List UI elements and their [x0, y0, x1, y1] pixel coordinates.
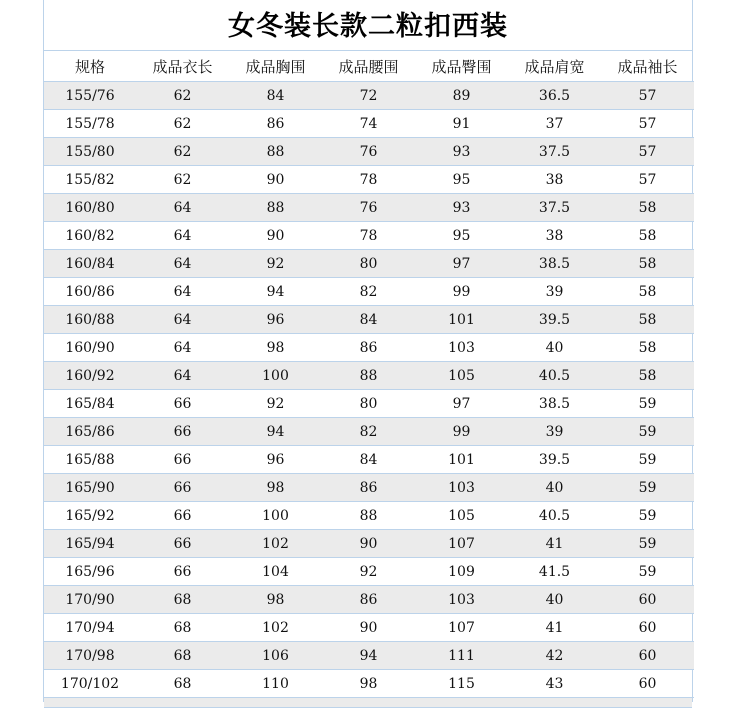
- cell-sleeve: 58: [601, 362, 694, 390]
- cell-sleeve: 59: [601, 502, 694, 530]
- cell-bust: 92: [229, 250, 322, 278]
- cell-waist: 82: [322, 278, 415, 306]
- cell-sleeve: 60: [601, 670, 694, 698]
- cell-spec: 165/96: [44, 558, 136, 586]
- cell-hip: 95: [415, 166, 508, 194]
- cell-waist: 86: [322, 474, 415, 502]
- cell-length: 64: [136, 194, 229, 222]
- cell-spec: 160/88: [44, 306, 136, 334]
- cell-bust: 88: [229, 138, 322, 166]
- header-sleeve: 成品袖长: [601, 51, 694, 82]
- cell-spec: 170/98: [44, 642, 136, 670]
- cell-hip: 103: [415, 474, 508, 502]
- cell-shoulder: 40: [508, 586, 601, 614]
- cell-hip: 105: [415, 362, 508, 390]
- cell-waist: 88: [322, 502, 415, 530]
- cell-sleeve: 57: [601, 82, 694, 110]
- cell-length: 68: [136, 670, 229, 698]
- cell-waist: 76: [322, 194, 415, 222]
- table-row: [44, 390, 694, 418]
- cell-sleeve: 59: [601, 446, 694, 474]
- header-hip: 成品臀围: [415, 51, 508, 82]
- cell-spec: 160/82: [44, 222, 136, 250]
- cell-length: 62: [136, 110, 229, 138]
- cell-length: 62: [136, 82, 229, 110]
- cell-shoulder: 40.5: [508, 502, 601, 530]
- table-row: [44, 670, 694, 698]
- cell-waist: 80: [322, 390, 415, 418]
- cell-sleeve: 60: [601, 642, 694, 670]
- cell-shoulder: 38: [508, 166, 601, 194]
- cell-length: 66: [136, 446, 229, 474]
- table-row: [44, 334, 694, 362]
- table-row: [44, 166, 694, 194]
- cell-length: 64: [136, 222, 229, 250]
- cell-hip: 91: [415, 110, 508, 138]
- header-spec: 规格: [44, 51, 136, 82]
- cell-hip: 103: [415, 586, 508, 614]
- table-row: [44, 82, 694, 110]
- cell-length: 62: [136, 138, 229, 166]
- cell-spec: 155/82: [44, 166, 136, 194]
- cell-waist: 88: [322, 362, 415, 390]
- table-row: [44, 558, 694, 586]
- cell-bust: 94: [229, 418, 322, 446]
- cell-waist: 92: [322, 558, 415, 586]
- cell-hip: 115: [415, 670, 508, 698]
- cell-shoulder: 37.5: [508, 194, 601, 222]
- cell-sleeve: 60: [601, 586, 694, 614]
- cell-spec: 170/90: [44, 586, 136, 614]
- cell-spec: 165/90: [44, 474, 136, 502]
- cell-hip: 99: [415, 278, 508, 306]
- table-row: [44, 614, 694, 642]
- cell-sleeve: 59: [601, 390, 694, 418]
- table-row: [44, 278, 694, 306]
- cell-shoulder: 41: [508, 530, 601, 558]
- cell-hip: 93: [415, 194, 508, 222]
- cell-waist: 76: [322, 138, 415, 166]
- cell-bust: 104: [229, 558, 322, 586]
- cell-spec: 160/80: [44, 194, 136, 222]
- cell-sleeve: 57: [601, 138, 694, 166]
- cell-shoulder: 36.5: [508, 82, 601, 110]
- cell-bust: 98: [229, 474, 322, 502]
- cell-shoulder: 39.5: [508, 306, 601, 334]
- cell-shoulder: 40: [508, 334, 601, 362]
- cell-bust: 110: [229, 670, 322, 698]
- cell-hip: 101: [415, 446, 508, 474]
- cell-shoulder: 41: [508, 614, 601, 642]
- cell-hip: 101: [415, 306, 508, 334]
- cell-length: 62: [136, 166, 229, 194]
- cell-shoulder: 39: [508, 278, 601, 306]
- cell-length: 64: [136, 306, 229, 334]
- cell-shoulder: 38: [508, 222, 601, 250]
- cell-length: 64: [136, 278, 229, 306]
- cell-bust: 90: [229, 222, 322, 250]
- table-row: [44, 446, 694, 474]
- cell-shoulder: 37: [508, 110, 601, 138]
- cell-spec: 170/102: [44, 670, 136, 698]
- cell-sleeve: 59: [601, 530, 694, 558]
- cell-bust: 90: [229, 166, 322, 194]
- cell-sleeve: 59: [601, 474, 694, 502]
- cell-spec: 160/92: [44, 362, 136, 390]
- cell-waist: 98: [322, 670, 415, 698]
- cell-spec: 170/94: [44, 614, 136, 642]
- cell-bust: 94: [229, 278, 322, 306]
- cell-length: 66: [136, 474, 229, 502]
- cell-shoulder: 40.5: [508, 362, 601, 390]
- cell-length: 66: [136, 502, 229, 530]
- cell-hip: 103: [415, 334, 508, 362]
- cell-sleeve: 58: [601, 194, 694, 222]
- cell-length: 64: [136, 334, 229, 362]
- size-chart-sheet: [43, 0, 693, 702]
- cell-hip: 111: [415, 642, 508, 670]
- cell-bust: 96: [229, 446, 322, 474]
- cell-waist: 84: [322, 306, 415, 334]
- cell-shoulder: 39.5: [508, 446, 601, 474]
- cell-spec: 165/92: [44, 502, 136, 530]
- table-body: [44, 82, 694, 698]
- cell-spec: 160/90: [44, 334, 136, 362]
- cell-shoulder: 42: [508, 642, 601, 670]
- cell-length: 68: [136, 586, 229, 614]
- cell-hip: 105: [415, 502, 508, 530]
- table-row: [44, 222, 694, 250]
- cell-waist: 86: [322, 586, 415, 614]
- cell-length: 68: [136, 642, 229, 670]
- cell-length: 66: [136, 390, 229, 418]
- table-row: [44, 474, 694, 502]
- cell-sleeve: 60: [601, 614, 694, 642]
- header-waist: 成品腰围: [322, 51, 415, 82]
- table-row: [44, 530, 694, 558]
- cell-sleeve: 57: [601, 166, 694, 194]
- size-table: [44, 51, 694, 698]
- cell-waist: 84: [322, 446, 415, 474]
- cell-spec: 155/76: [44, 82, 136, 110]
- cell-waist: 72: [322, 82, 415, 110]
- cell-bust: 86: [229, 110, 322, 138]
- cell-shoulder: 39: [508, 418, 601, 446]
- cell-waist: 90: [322, 530, 415, 558]
- table-row: [44, 194, 694, 222]
- table-row: [44, 306, 694, 334]
- cell-hip: 99: [415, 418, 508, 446]
- cell-sleeve: 58: [601, 250, 694, 278]
- cell-waist: 86: [322, 334, 415, 362]
- cell-length: 66: [136, 418, 229, 446]
- cell-spec: 155/80: [44, 138, 136, 166]
- cell-sleeve: 58: [601, 222, 694, 250]
- cell-bust: 92: [229, 390, 322, 418]
- header-bust: 成品胸围: [229, 51, 322, 82]
- table-row: [44, 502, 694, 530]
- cell-shoulder: 43: [508, 670, 601, 698]
- cell-shoulder: 40: [508, 474, 601, 502]
- table-header-row: [44, 51, 694, 82]
- table-row: [44, 250, 694, 278]
- cell-spec: 160/84: [44, 250, 136, 278]
- cell-hip: 97: [415, 390, 508, 418]
- cell-shoulder: 38.5: [508, 390, 601, 418]
- cell-spec: 155/78: [44, 110, 136, 138]
- header-shoulder: 成品肩宽: [508, 51, 601, 82]
- cell-spec: 165/88: [44, 446, 136, 474]
- cell-hip: 107: [415, 614, 508, 642]
- table-row: [44, 138, 694, 166]
- cell-length: 66: [136, 530, 229, 558]
- cell-length: 66: [136, 558, 229, 586]
- cell-spec: 165/94: [44, 530, 136, 558]
- cell-length: 64: [136, 250, 229, 278]
- cell-bust: 98: [229, 586, 322, 614]
- table-row: [44, 418, 694, 446]
- table-row: [44, 362, 694, 390]
- cell-waist: 82: [322, 418, 415, 446]
- cell-bust: 100: [229, 502, 322, 530]
- table-row: [44, 110, 694, 138]
- cell-bust: 96: [229, 306, 322, 334]
- cell-bust: 102: [229, 614, 322, 642]
- cell-sleeve: 58: [601, 306, 694, 334]
- cell-bust: 88: [229, 194, 322, 222]
- cell-sleeve: 59: [601, 558, 694, 586]
- cell-bust: 100: [229, 362, 322, 390]
- cell-shoulder: 38.5: [508, 250, 601, 278]
- cell-waist: 90: [322, 614, 415, 642]
- cell-hip: 107: [415, 530, 508, 558]
- cell-waist: 78: [322, 222, 415, 250]
- cell-waist: 94: [322, 642, 415, 670]
- cell-waist: 80: [322, 250, 415, 278]
- page-title: 女冬装长款二粒扣西装: [44, 0, 692, 51]
- table-row: [44, 642, 694, 670]
- header-length: 成品衣长: [136, 51, 229, 82]
- cell-spec: 165/84: [44, 390, 136, 418]
- cell-length: 68: [136, 614, 229, 642]
- cell-sleeve: 59: [601, 418, 694, 446]
- cell-bust: 84: [229, 82, 322, 110]
- cell-sleeve: 58: [601, 278, 694, 306]
- cell-hip: 95: [415, 222, 508, 250]
- cell-hip: 89: [415, 82, 508, 110]
- cell-sleeve: 57: [601, 110, 694, 138]
- cell-spec: 160/86: [44, 278, 136, 306]
- cell-hip: 109: [415, 558, 508, 586]
- cell-hip: 93: [415, 138, 508, 166]
- cell-sleeve: 58: [601, 334, 694, 362]
- cell-shoulder: 37.5: [508, 138, 601, 166]
- cell-length: 64: [136, 362, 229, 390]
- cell-shoulder: 41.5: [508, 558, 601, 586]
- cell-waist: 74: [322, 110, 415, 138]
- cell-bust: 106: [229, 642, 322, 670]
- cell-waist: 78: [322, 166, 415, 194]
- cell-bust: 98: [229, 334, 322, 362]
- table-bottom-strip: [44, 698, 692, 708]
- cell-hip: 97: [415, 250, 508, 278]
- table-row: [44, 586, 694, 614]
- cell-bust: 102: [229, 530, 322, 558]
- cell-spec: 165/86: [44, 418, 136, 446]
